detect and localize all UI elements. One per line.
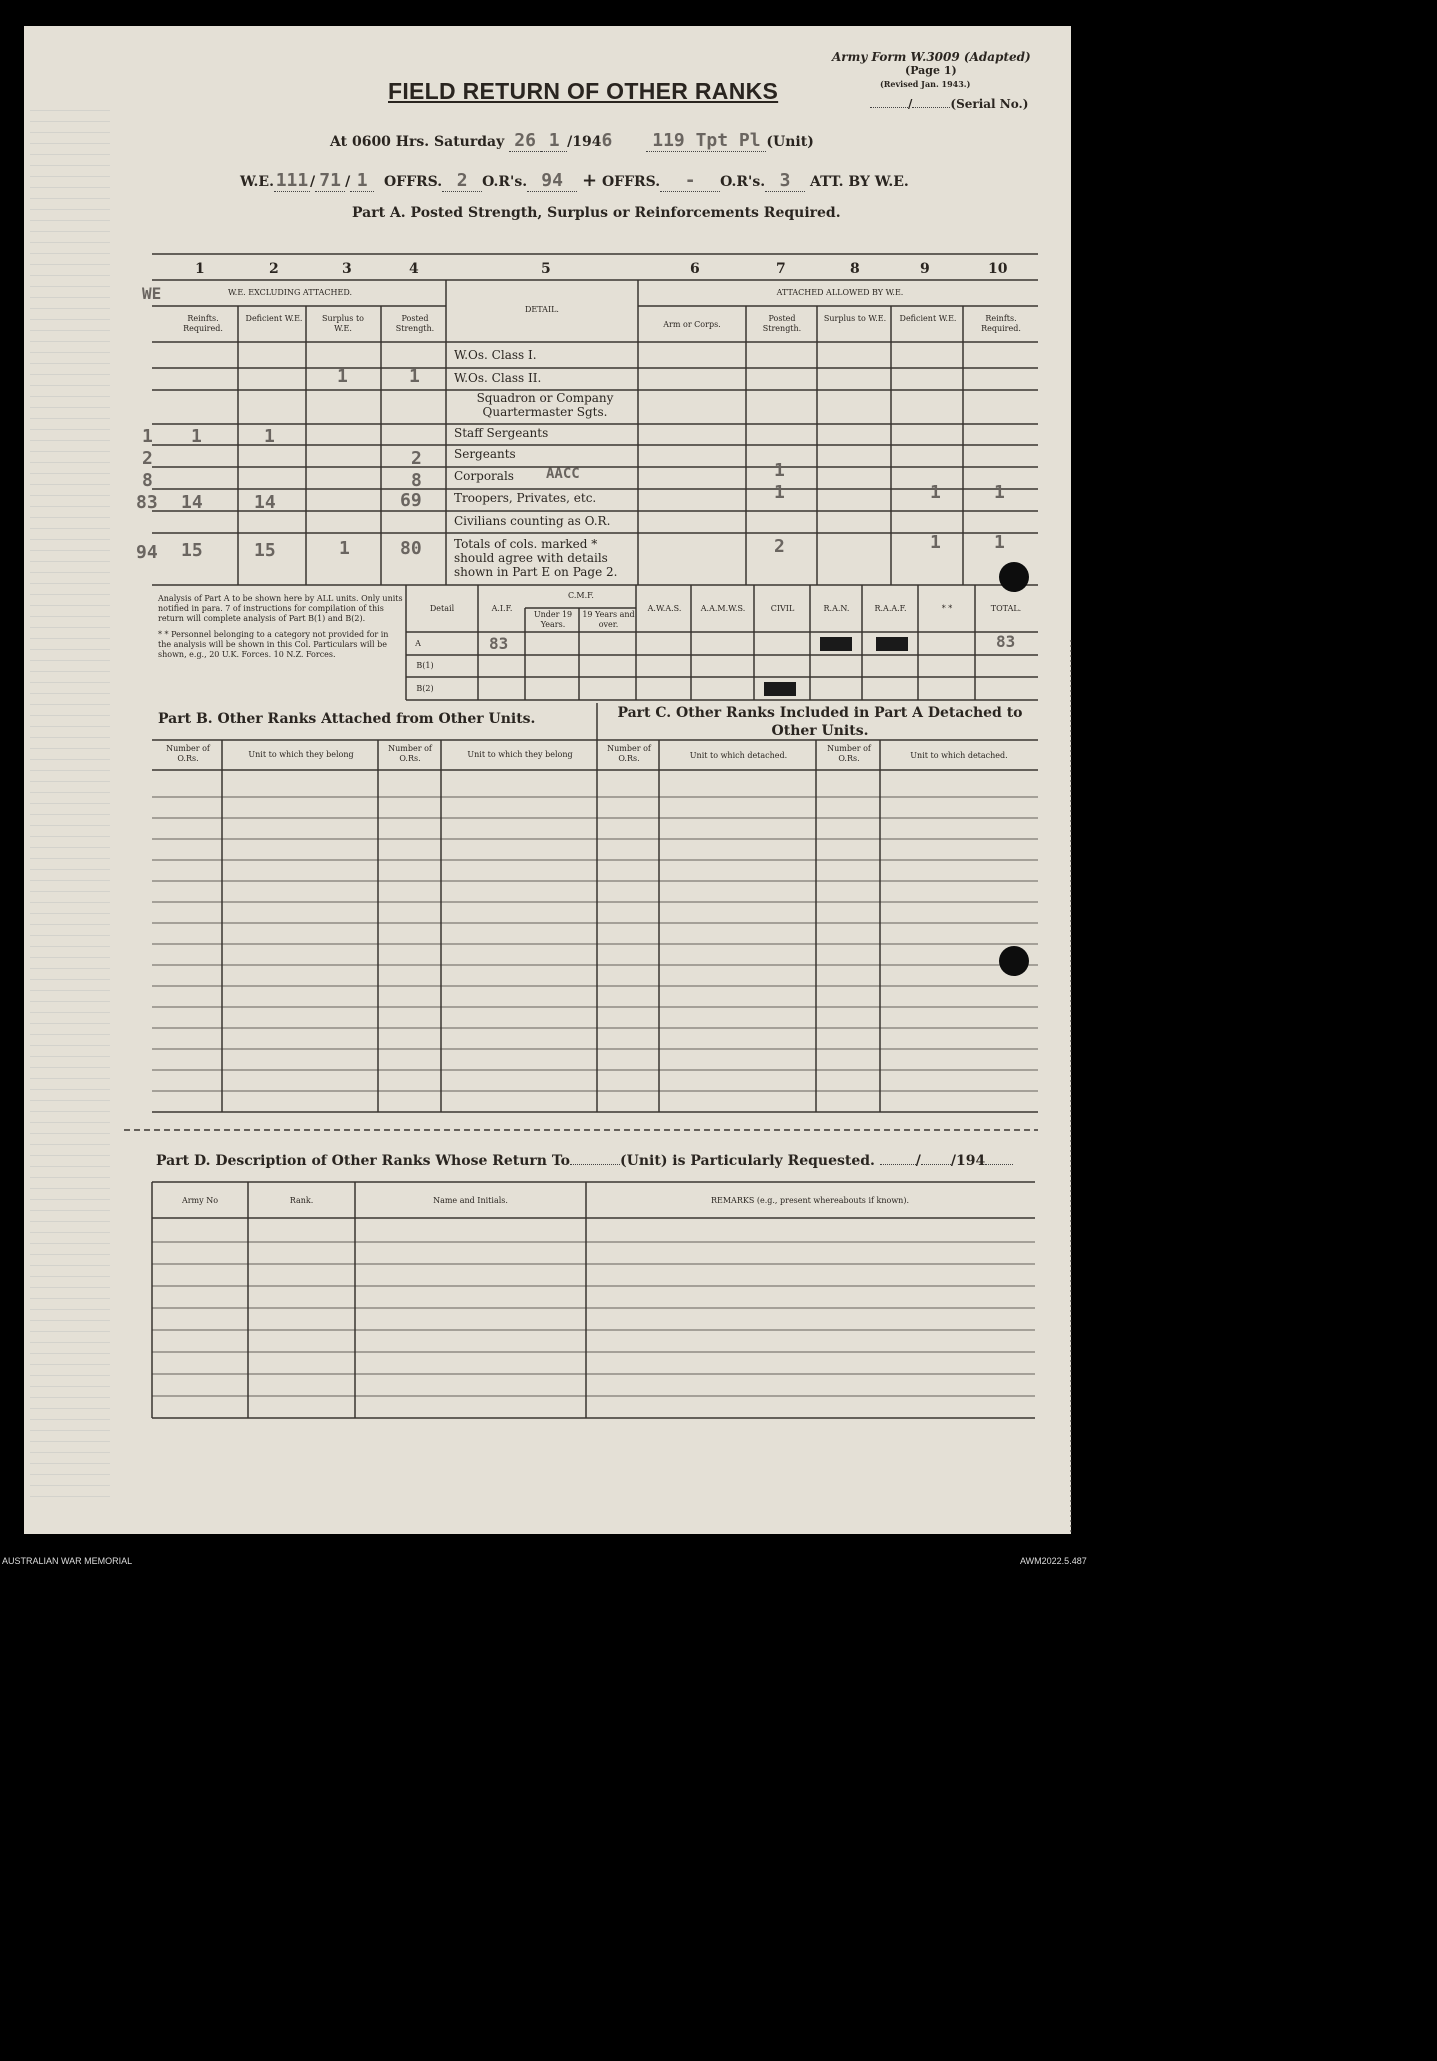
- hdr-att-deficient: Deficient W.E.: [899, 314, 957, 323]
- row-label: Squadron or Company Quartermaster Sgts.: [476, 391, 614, 419]
- col-number-7: 7: [776, 261, 786, 277]
- cell-value: 1: [994, 482, 1005, 503]
- part-d-hdr-army-no: Army No: [181, 1196, 219, 1205]
- redaction-blot: [820, 637, 852, 651]
- hdr-att-posted: Posted Strength.: [762, 314, 802, 333]
- unit-field: 119 Tpt Pl: [646, 130, 766, 152]
- part-c-title: Part C. Other Ranks Included in Part A Detached to Other Units.: [617, 705, 1023, 739]
- col-number-3: 3: [342, 261, 352, 277]
- cell-value: 1: [774, 482, 785, 503]
- col-number-1: 1: [195, 261, 205, 277]
- col-number-6: 6: [690, 261, 700, 277]
- margin-value: 83: [136, 492, 158, 513]
- margin-value: 2: [142, 448, 153, 469]
- total-c9: 1: [930, 532, 941, 553]
- total-c1: 15: [181, 540, 203, 561]
- handwritten-we: WE: [142, 284, 162, 303]
- row-label: Staff Sergeants: [454, 426, 549, 440]
- col-number-9: 9: [920, 261, 930, 277]
- hdr-posted-strength: Posted Strength.: [395, 314, 435, 333]
- cell-value: 69: [400, 490, 422, 511]
- part-c-hdr-number-2: Number of O.Rs.: [827, 744, 871, 763]
- row-label: W.Os. Class I.: [454, 348, 537, 362]
- page-number: (Page 1): [905, 64, 957, 77]
- punch-hole: [999, 562, 1029, 592]
- army-form-number: Army Form W.3009 (Adapted): [832, 50, 1031, 64]
- analysis-hdr-civil: CIVIL: [770, 604, 795, 613]
- analysis-hdr-detail: Detail: [429, 604, 455, 613]
- cell-value: 1: [264, 426, 275, 447]
- hdr-arm-corps: Arm or Corps.: [663, 320, 721, 329]
- serial-number-field: / (Serial No.): [870, 97, 1028, 111]
- analysis-hdr-aif: A.I.F.: [491, 604, 513, 613]
- analysis-row-b2: B(2): [416, 684, 434, 693]
- total-c10: 1: [994, 532, 1005, 553]
- analysis-hdr-aamws: A.A.M.W.S.: [700, 604, 746, 613]
- date-unit-line: At 0600 Hrs. Saturday 26 1 /1946 119 Tpt Pl (Unit): [330, 130, 814, 151]
- part-b-hdr-number-2: Number of O.Rs.: [388, 744, 432, 763]
- col-number-8: 8: [850, 261, 860, 277]
- row-label: Sergeants: [454, 447, 516, 461]
- part-b-title: Part B. Other Ranks Attached from Other Units.: [158, 711, 536, 727]
- part-d-hdr-remarks: REMARKS (e.g., present whereabouts if known).: [711, 1196, 909, 1205]
- analysis-hdr-awas: A.W.A.S.: [647, 604, 682, 613]
- detail-header: DETAIL.: [525, 305, 559, 314]
- revision-date: (Revised Jan. 1943.): [880, 79, 971, 89]
- part-d-hdr-rank: Rank.: [289, 1196, 314, 1205]
- part-d-hdr-name: Name and Initials.: [433, 1196, 508, 1205]
- analysis-hdr-total: TOTAL.: [990, 604, 1022, 613]
- hdr-deficient-we: Deficient W.E.: [245, 314, 303, 323]
- part-c-hdr-number: Number of O.Rs.: [607, 744, 651, 763]
- analysis-hdr-ran: R.A.N.: [823, 604, 850, 613]
- row-label: Civilians counting as O.R.: [454, 514, 611, 528]
- we-strength-line: W.E.111 / 71 / 1 OFFRS. 2 O.R's. 94 + OFFRS. - O.R's. 3 ATT. BY W.E.: [240, 170, 909, 191]
- footer-source: AUSTRALIAN WAR MEMORIAL: [2, 1556, 133, 1566]
- month-field: 1: [541, 130, 567, 152]
- col-number-10: 10: [988, 261, 1008, 277]
- cell-value: 1: [774, 460, 785, 481]
- col-number-2: 2: [269, 261, 279, 277]
- part-d-title: Part D. Description of Other Ranks Whose Return To (Unit) is Particularly Requested. / /194: [156, 1153, 1013, 1169]
- group-left-header: W.E. EXCLUDING ATTACHED.: [227, 288, 353, 297]
- totals-label: Totals of cols. marked * should agree with details shown in Part E on Page 2.: [454, 537, 618, 579]
- hdr-att-surplus: Surplus to W.E.: [823, 314, 887, 323]
- margin-total: 94: [136, 542, 158, 563]
- part-c-hdr-unit-2: Unit to which detached.: [910, 751, 1008, 760]
- part-b-hdr-unit: Unit to which they belong: [248, 750, 354, 759]
- part-b-hdr-number: Number of O.Rs.: [166, 744, 210, 763]
- margin-value: 8: [142, 470, 153, 491]
- margin-value: 1: [142, 426, 153, 447]
- total-c2: 15: [254, 540, 276, 561]
- aif-a-value: 83: [489, 634, 509, 653]
- row-label: Corporals: [454, 469, 514, 483]
- analysis-hdr-raaf: R.A.A.F.: [874, 604, 907, 613]
- row-label: W.Os. Class II.: [454, 371, 542, 385]
- col-number-5: 5: [541, 261, 551, 277]
- cell-value: 1: [191, 426, 202, 447]
- analysis-hdr-cmf: C.M.F.: [568, 591, 594, 600]
- cell-value: 2: [411, 448, 422, 469]
- redaction-blot: [764, 682, 796, 696]
- total-a-value: 83: [996, 632, 1016, 651]
- group-right-header: ATTACHED ALLOWED BY W.E.: [776, 288, 904, 297]
- hdr-reinfts-required: Reinfts. Required.: [183, 314, 223, 333]
- cell-value: 8: [411, 470, 422, 491]
- analysis-hdr-19over: 19 Years and over.: [582, 610, 635, 629]
- analysis-hdr-under19: Under 19 Years.: [533, 610, 573, 629]
- hdr-att-reinfts: Reinfts. Required.: [981, 314, 1021, 333]
- col-number-4: 4: [409, 261, 419, 277]
- total-c3: 1: [339, 538, 350, 559]
- total-c4: 80: [400, 538, 422, 559]
- cell-value: 1: [409, 366, 420, 387]
- year-digit: 6: [601, 130, 613, 151]
- cell-value: 14: [181, 492, 203, 513]
- redaction-blot: [876, 637, 908, 651]
- day-field: 26: [509, 130, 541, 152]
- analysis-note: Analysis of Part A to be shown here by ALL units. Only units notified in para. 7 of instructions for compilation of this return will complete analysis of Part B(1) and B(2). * * Personnel belonging to a category not provided for in the analysis will be shown in this Col. Particulars will be shown, e.g., 20 U.K. Forces. 10 N.Z. Forces.: [158, 594, 403, 659]
- hdr-surplus-we: Surplus to W.E.: [322, 314, 364, 333]
- total-c7: 2: [774, 536, 785, 557]
- row-label: Troopers, Privates, etc.: [454, 491, 597, 505]
- part-c-hdr-unit: Unit to which detached.: [689, 751, 788, 760]
- cell-value: 1: [930, 482, 941, 503]
- cell-value: 14: [254, 492, 276, 513]
- part-b-hdr-unit-2: Unit to which they belong: [467, 750, 573, 759]
- part-a-title: Part A. Posted Strength, Surplus or Reinforcements Required.: [352, 205, 841, 221]
- analysis-hdr-other: * *: [941, 604, 953, 613]
- cell-value: AACC: [546, 466, 580, 482]
- cell-value: 1: [337, 366, 348, 387]
- part-bc-ruled-lines: [152, 797, 1038, 1091]
- analysis-row-a: A: [415, 639, 421, 648]
- form-title: FIELD RETURN OF OTHER RANKS: [388, 78, 779, 104]
- analysis-row-b1: B(1): [416, 661, 434, 670]
- punch-hole: [999, 946, 1029, 976]
- footer-id: AWM2022.5.487: [1020, 1556, 1087, 1566]
